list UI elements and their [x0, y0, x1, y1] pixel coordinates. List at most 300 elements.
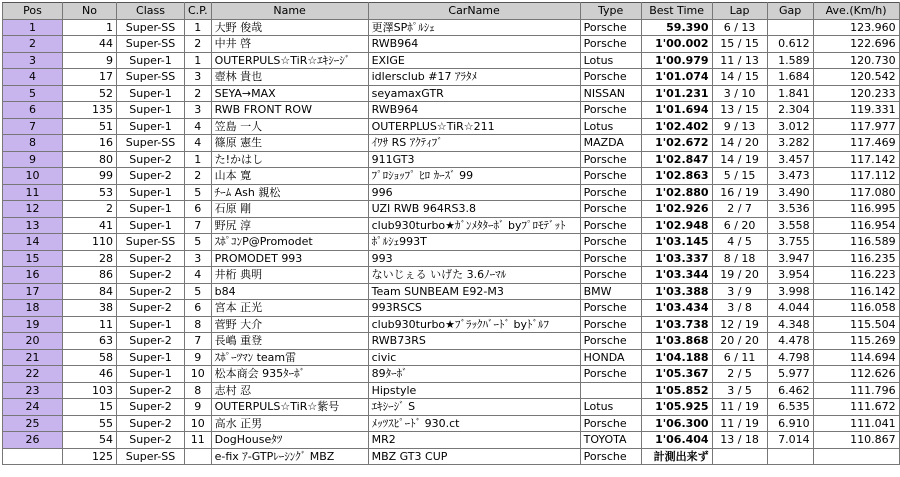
- cell-best-time: 1'03.434: [641, 300, 712, 317]
- cell-best-time: 1'03.145: [641, 234, 712, 251]
- cell-name: e-fix ｱ-GTPﾚｰｼﾝｸﾞ MBZ: [211, 448, 368, 465]
- cell-name: 野尻 淳: [211, 217, 368, 234]
- cell-ave: 115.504: [813, 316, 899, 333]
- table-row: [3, 415, 900, 432]
- cell-carname: RWB73RS: [368, 333, 580, 350]
- cell-no: 103: [63, 382, 117, 399]
- cell-type: [580, 382, 641, 399]
- cell-class: Super-1: [117, 366, 185, 383]
- cell-name: DogHouseﾀﾂ: [211, 432, 368, 449]
- cell-lap: 14 / 20: [712, 135, 767, 152]
- cell-lap: 2 / 7: [712, 201, 767, 218]
- cell-cp: 3: [185, 69, 212, 86]
- cell-lap: 3 / 10: [712, 85, 767, 102]
- table-row: [3, 234, 900, 251]
- cell-carname: idlersclub #17 ｱﾗﾀﾒ: [368, 69, 580, 86]
- cell-cp: 10: [185, 415, 212, 432]
- cell-type: Lotus: [580, 52, 641, 69]
- cell-name: 志村 忍: [211, 382, 368, 399]
- cell-class: Super-2: [117, 283, 185, 300]
- table-row: [3, 366, 900, 383]
- cell-type: Porsche: [580, 151, 641, 168]
- cell-lap: 19 / 20: [712, 267, 767, 284]
- cell-class: Super-SS: [117, 19, 185, 36]
- cell-gap: 7.014: [767, 432, 813, 449]
- cell-ave: 111.041: [813, 415, 899, 432]
- cell-carname: Hipstyle: [368, 382, 580, 399]
- cell-pos: 24: [3, 399, 63, 416]
- cell-gap: 1.684: [767, 69, 813, 86]
- cell-lap: 3 / 5: [712, 382, 767, 399]
- cell-name: 笠島 一人: [211, 118, 368, 135]
- cell-class: Super-SS: [117, 69, 185, 86]
- results-table: [2, 2, 900, 465]
- cell-carname: Team SUNBEAM E92-M3: [368, 283, 580, 300]
- cell-type: Porsche: [580, 366, 641, 383]
- cell-lap: 5 / 15: [712, 168, 767, 185]
- cell-type: Lotus: [580, 118, 641, 135]
- cell-ave: 115.269: [813, 333, 899, 350]
- cell-carname: ﾌﾟﾛｼｮｯﾌﾟ ﾋﾛ ｶｰｽﾞ 99: [368, 168, 580, 185]
- cell-carname: 996: [368, 184, 580, 201]
- table-row: [3, 19, 900, 36]
- cell-lap: 20 / 20: [712, 333, 767, 350]
- cell-pos: 22: [3, 366, 63, 383]
- cell-carname: ﾎﾟﾙｼｪ993T: [368, 234, 580, 251]
- cell-pos: 16: [3, 267, 63, 284]
- cell-ave: 117.112: [813, 168, 899, 185]
- cell-no: 1: [63, 19, 117, 36]
- cell-type: Porsche: [580, 333, 641, 350]
- cell-carname: MBZ GT3 CUP: [368, 448, 580, 465]
- cell-ave: 116.142: [813, 283, 899, 300]
- table-row: [3, 283, 900, 300]
- cell-type: Porsche: [580, 234, 641, 251]
- cell-type: Porsche: [580, 267, 641, 284]
- cell-pos: 26: [3, 432, 63, 449]
- cell-best-time: 1'04.188: [641, 349, 712, 366]
- cell-type: Porsche: [580, 415, 641, 432]
- cell-class: Super-2: [117, 267, 185, 284]
- table-row: [3, 250, 900, 267]
- cell-carname: ﾒｯﾂｽﾋﾟｰﾄﾞ 930.ct: [368, 415, 580, 432]
- cell-carname: 993RSCS: [368, 300, 580, 317]
- cell-best-time: 1'03.868: [641, 333, 712, 350]
- table-row: [3, 85, 900, 102]
- table-row: [3, 36, 900, 53]
- cell-class: Super-SS: [117, 36, 185, 53]
- cell-pos: 15: [3, 250, 63, 267]
- cell-no: 63: [63, 333, 117, 350]
- cell-ave: 116.954: [813, 217, 899, 234]
- header-ave: Ave.(Km/h): [813, 3, 899, 20]
- cell-no: 80: [63, 151, 117, 168]
- cell-lap: 13 / 18: [712, 432, 767, 449]
- cell-cp: [185, 448, 212, 465]
- cell-best-time: 1'06.404: [641, 432, 712, 449]
- cell-best-time: 1'00.002: [641, 36, 712, 53]
- cell-gap: 3.947: [767, 250, 813, 267]
- cell-no: 53: [63, 184, 117, 201]
- cell-type: Porsche: [580, 36, 641, 53]
- cell-class: Super-2: [117, 168, 185, 185]
- cell-carname: 更澤SPﾎﾟﾙｼｪ: [368, 19, 580, 36]
- cell-best-time: 計測出来ず: [641, 448, 712, 465]
- cell-no: 99: [63, 168, 117, 185]
- cell-pos: 23: [3, 382, 63, 399]
- cell-best-time: 1'03.388: [641, 283, 712, 300]
- cell-cp: 9: [185, 349, 212, 366]
- cell-type: NISSAN: [580, 85, 641, 102]
- cell-no: 11: [63, 316, 117, 333]
- cell-class: Super-1: [117, 118, 185, 135]
- cell-lap: 6 / 20: [712, 217, 767, 234]
- cell-gap: 3.012: [767, 118, 813, 135]
- cell-name: 松本商会 935ﾀｰﾎﾞ: [211, 366, 368, 383]
- cell-pos: 5: [3, 85, 63, 102]
- cell-ave: 120.542: [813, 69, 899, 86]
- cell-pos: 25: [3, 415, 63, 432]
- cell-gap: 3.998: [767, 283, 813, 300]
- cell-type: Porsche: [580, 69, 641, 86]
- cell-cp: 7: [185, 217, 212, 234]
- cell-gap: 6.910: [767, 415, 813, 432]
- cell-cp: 2: [185, 36, 212, 53]
- header-best-time: Best Time: [641, 3, 712, 20]
- cell-pos: 13: [3, 217, 63, 234]
- cell-pos: 19: [3, 316, 63, 333]
- cell-cp: 3: [185, 102, 212, 119]
- cell-gap: 6.535: [767, 399, 813, 416]
- cell-lap: 4 / 5: [712, 234, 767, 251]
- table-row: [3, 382, 900, 399]
- cell-lap: 16 / 19: [712, 184, 767, 201]
- table-row: [3, 349, 900, 366]
- cell-ave: 110.867: [813, 432, 899, 449]
- cell-best-time: 1'05.852: [641, 382, 712, 399]
- cell-ave: 116.058: [813, 300, 899, 317]
- cell-ave: 120.233: [813, 85, 899, 102]
- cell-type: HONDA: [580, 349, 641, 366]
- cell-cp: 5: [185, 184, 212, 201]
- cell-gap: 3.558: [767, 217, 813, 234]
- cell-no: 110: [63, 234, 117, 251]
- cell-gap: 4.348: [767, 316, 813, 333]
- cell-class: Super-1: [117, 201, 185, 218]
- cell-ave: 117.977: [813, 118, 899, 135]
- cell-lap: 3 / 8: [712, 300, 767, 317]
- table-row: [3, 201, 900, 218]
- cell-carname: RWB964: [368, 102, 580, 119]
- cell-ave: 117.080: [813, 184, 899, 201]
- cell-ave: 114.694: [813, 349, 899, 366]
- cell-lap: 14 / 15: [712, 69, 767, 86]
- cell-best-time: 1'03.337: [641, 250, 712, 267]
- cell-no: 16: [63, 135, 117, 152]
- cell-name: 篠原 憲生: [211, 135, 368, 152]
- cell-class: Super-1: [117, 85, 185, 102]
- cell-pos: 18: [3, 300, 63, 317]
- cell-gap: 6.462: [767, 382, 813, 399]
- cell-best-time: 1'02.672: [641, 135, 712, 152]
- cell-carname: UZI RWB 964RS3.8: [368, 201, 580, 218]
- cell-ave: 111.672: [813, 399, 899, 416]
- cell-name: た!かはし: [211, 151, 368, 168]
- cell-carname: RWB964: [368, 36, 580, 53]
- table-row: [3, 135, 900, 152]
- cell-no: 38: [63, 300, 117, 317]
- cell-ave: 116.995: [813, 201, 899, 218]
- cell-name: SEYA→MAX: [211, 85, 368, 102]
- cell-cp: 4: [185, 135, 212, 152]
- cell-carname: ｲﾜｻ RS ｱｸﾃｨﾌﾞ: [368, 135, 580, 152]
- cell-ave: [813, 448, 899, 465]
- cell-name: 中井 啓: [211, 36, 368, 53]
- cell-type: Porsche: [580, 168, 641, 185]
- cell-ave: 116.223: [813, 267, 899, 284]
- table-row: [3, 399, 900, 416]
- cell-gap: 4.044: [767, 300, 813, 317]
- header-row: [3, 3, 900, 20]
- cell-cp: 1: [185, 19, 212, 36]
- table-row: [3, 448, 900, 465]
- cell-pos: 10: [3, 168, 63, 185]
- cell-gap: 3.490: [767, 184, 813, 201]
- cell-best-time: 1'01.074: [641, 69, 712, 86]
- cell-name: 山本 寛: [211, 168, 368, 185]
- cell-gap: 4.478: [767, 333, 813, 350]
- cell-name: ﾁｰﾑ Ash 親松: [211, 184, 368, 201]
- cell-best-time: 1'03.738: [641, 316, 712, 333]
- cell-lap: 13 / 15: [712, 102, 767, 119]
- cell-cp: 1: [185, 52, 212, 69]
- cell-class: Super-1: [117, 349, 185, 366]
- header-carname: CarName: [368, 3, 580, 20]
- cell-lap: 11 / 19: [712, 415, 767, 432]
- cell-no: 9: [63, 52, 117, 69]
- cell-gap: 3.536: [767, 201, 813, 218]
- cell-pos: 2: [3, 36, 63, 53]
- table-row: [3, 267, 900, 284]
- cell-best-time: 1'02.402: [641, 118, 712, 135]
- cell-no: 54: [63, 432, 117, 449]
- cell-best-time: 1'02.926: [641, 201, 712, 218]
- header-cp: C.P.: [185, 3, 212, 20]
- cell-lap: 12 / 19: [712, 316, 767, 333]
- cell-lap: 15 / 15: [712, 36, 767, 53]
- cell-no: 84: [63, 283, 117, 300]
- cell-pos: 6: [3, 102, 63, 119]
- cell-lap: 11 / 13: [712, 52, 767, 69]
- cell-cp: 2: [185, 85, 212, 102]
- cell-ave: 122.696: [813, 36, 899, 53]
- cell-ave: 116.589: [813, 234, 899, 251]
- cell-lap: 8 / 18: [712, 250, 767, 267]
- table-row: [3, 333, 900, 350]
- cell-no: 55: [63, 415, 117, 432]
- cell-no: 52: [63, 85, 117, 102]
- cell-type: Porsche: [580, 217, 641, 234]
- cell-lap: 6 / 11: [712, 349, 767, 366]
- cell-gap: [767, 19, 813, 36]
- cell-name: 菅野 大介: [211, 316, 368, 333]
- cell-pos: 17: [3, 283, 63, 300]
- cell-pos: [3, 448, 63, 465]
- cell-type: Porsche: [580, 19, 641, 36]
- header-class: Class: [117, 3, 185, 20]
- cell-gap: 3.954: [767, 267, 813, 284]
- cell-cp: 5: [185, 234, 212, 251]
- header-pos: Pos: [3, 3, 63, 20]
- cell-gap: 3.282: [767, 135, 813, 152]
- cell-cp: 4: [185, 267, 212, 284]
- cell-gap: 1.589: [767, 52, 813, 69]
- cell-no: 15: [63, 399, 117, 416]
- cell-best-time: 1'05.367: [641, 366, 712, 383]
- cell-no: 46: [63, 366, 117, 383]
- cell-best-time: 1'02.948: [641, 217, 712, 234]
- cell-no: 17: [63, 69, 117, 86]
- cell-cp: 5: [185, 283, 212, 300]
- table-row: [3, 151, 900, 168]
- cell-cp: 7: [185, 333, 212, 350]
- cell-carname: 911GT3: [368, 151, 580, 168]
- cell-ave: 112.626: [813, 366, 899, 383]
- cell-type: Porsche: [580, 102, 641, 119]
- cell-carname: ｴｷｼｰｼﾞ S: [368, 399, 580, 416]
- cell-type: Porsche: [580, 184, 641, 201]
- cell-class: Super-1: [117, 52, 185, 69]
- header-gap: Gap: [767, 3, 813, 20]
- cell-gap: 3.755: [767, 234, 813, 251]
- cell-name: PROMODET 993: [211, 250, 368, 267]
- cell-type: Porsche: [580, 300, 641, 317]
- cell-carname: ないじぇる いげた 3.6ﾉｰﾏﾙ: [368, 267, 580, 284]
- cell-name: ｽﾎﾟｺﾝP@Promodet: [211, 234, 368, 251]
- cell-type: Porsche: [580, 316, 641, 333]
- cell-type: MAZDA: [580, 135, 641, 152]
- cell-name: 大野 俊哉: [211, 19, 368, 36]
- table-row: [3, 316, 900, 333]
- cell-carname: club930turbo★ｶﾞﾝﾒﾀﾀｰﾎﾞ byﾌﾟﾛﾓﾃﾞｯﾄ: [368, 217, 580, 234]
- cell-pos: 8: [3, 135, 63, 152]
- cell-no: 41: [63, 217, 117, 234]
- table-row: [3, 432, 900, 449]
- cell-no: 51: [63, 118, 117, 135]
- table-row: [3, 52, 900, 69]
- cell-carname: OUTERPLUS☆TiR☆211: [368, 118, 580, 135]
- header-type: Type: [580, 3, 641, 20]
- cell-ave: 120.730: [813, 52, 899, 69]
- table-row: [3, 102, 900, 119]
- cell-class: Super-2: [117, 151, 185, 168]
- cell-class: Super-1: [117, 102, 185, 119]
- cell-cp: 4: [185, 118, 212, 135]
- header-name: Name: [211, 3, 368, 20]
- cell-class: Super-1: [117, 217, 185, 234]
- cell-name: OUTERPULS☆TiR☆紫号: [211, 399, 368, 416]
- cell-carname: civic: [368, 349, 580, 366]
- cell-pos: 20: [3, 333, 63, 350]
- cell-gap: 4.798: [767, 349, 813, 366]
- cell-no: 28: [63, 250, 117, 267]
- cell-class: Super-2: [117, 399, 185, 416]
- cell-best-time: 1'02.880: [641, 184, 712, 201]
- cell-ave: 119.331: [813, 102, 899, 119]
- cell-pos: 1: [3, 19, 63, 36]
- cell-cp: 9: [185, 399, 212, 416]
- cell-best-time: 1'03.344: [641, 267, 712, 284]
- cell-cp: 2: [185, 168, 212, 185]
- table-row: [3, 118, 900, 135]
- cell-ave: 116.235: [813, 250, 899, 267]
- cell-type: Lotus: [580, 399, 641, 416]
- cell-class: Super-2: [117, 250, 185, 267]
- cell-name: ｽﾎﾟｰﾂﾏﾝ team雷: [211, 349, 368, 366]
- cell-class: Super-2: [117, 382, 185, 399]
- cell-no: 125: [63, 448, 117, 465]
- results-body: [3, 19, 900, 465]
- cell-name: 石原 剛: [211, 201, 368, 218]
- cell-name: 壺林 貴也: [211, 69, 368, 86]
- cell-no: 58: [63, 349, 117, 366]
- cell-best-time: 59.390: [641, 19, 712, 36]
- cell-carname: seyamaxGTR: [368, 85, 580, 102]
- cell-no: 44: [63, 36, 117, 53]
- cell-gap: 5.977: [767, 366, 813, 383]
- cell-carname: 89ﾀｰﾎﾞ: [368, 366, 580, 383]
- cell-type: Porsche: [580, 250, 641, 267]
- table-row: [3, 69, 900, 86]
- cell-pos: 14: [3, 234, 63, 251]
- cell-cp: 8: [185, 382, 212, 399]
- cell-ave: 111.796: [813, 382, 899, 399]
- cell-pos: 7: [3, 118, 63, 135]
- cell-cp: 3: [185, 250, 212, 267]
- cell-carname: 993: [368, 250, 580, 267]
- cell-no: 2: [63, 201, 117, 218]
- cell-cp: 6: [185, 201, 212, 218]
- cell-gap: 3.473: [767, 168, 813, 185]
- cell-pos: 12: [3, 201, 63, 218]
- cell-no: 86: [63, 267, 117, 284]
- cell-class: Super-2: [117, 300, 185, 317]
- cell-carname: EXIGE: [368, 52, 580, 69]
- cell-name: RWB FRONT ROW: [211, 102, 368, 119]
- cell-gap: 3.457: [767, 151, 813, 168]
- table-row: [3, 217, 900, 234]
- cell-best-time: 1'02.847: [641, 151, 712, 168]
- cell-pos: 4: [3, 69, 63, 86]
- cell-ave: 123.960: [813, 19, 899, 36]
- header-no: No: [63, 3, 117, 20]
- cell-class: Super-2: [117, 432, 185, 449]
- cell-pos: 11: [3, 184, 63, 201]
- cell-ave: 117.469: [813, 135, 899, 152]
- cell-gap: 2.304: [767, 102, 813, 119]
- cell-cp: 10: [185, 366, 212, 383]
- cell-class: Super-SS: [117, 448, 185, 465]
- cell-best-time: 1'02.863: [641, 168, 712, 185]
- cell-ave: 117.142: [813, 151, 899, 168]
- cell-name: 宮本 正光: [211, 300, 368, 317]
- cell-type: Porsche: [580, 448, 641, 465]
- cell-class: Super-1: [117, 316, 185, 333]
- cell-lap: [712, 448, 767, 465]
- cell-type: Porsche: [580, 201, 641, 218]
- cell-type: BMW: [580, 283, 641, 300]
- cell-class: Super-SS: [117, 234, 185, 251]
